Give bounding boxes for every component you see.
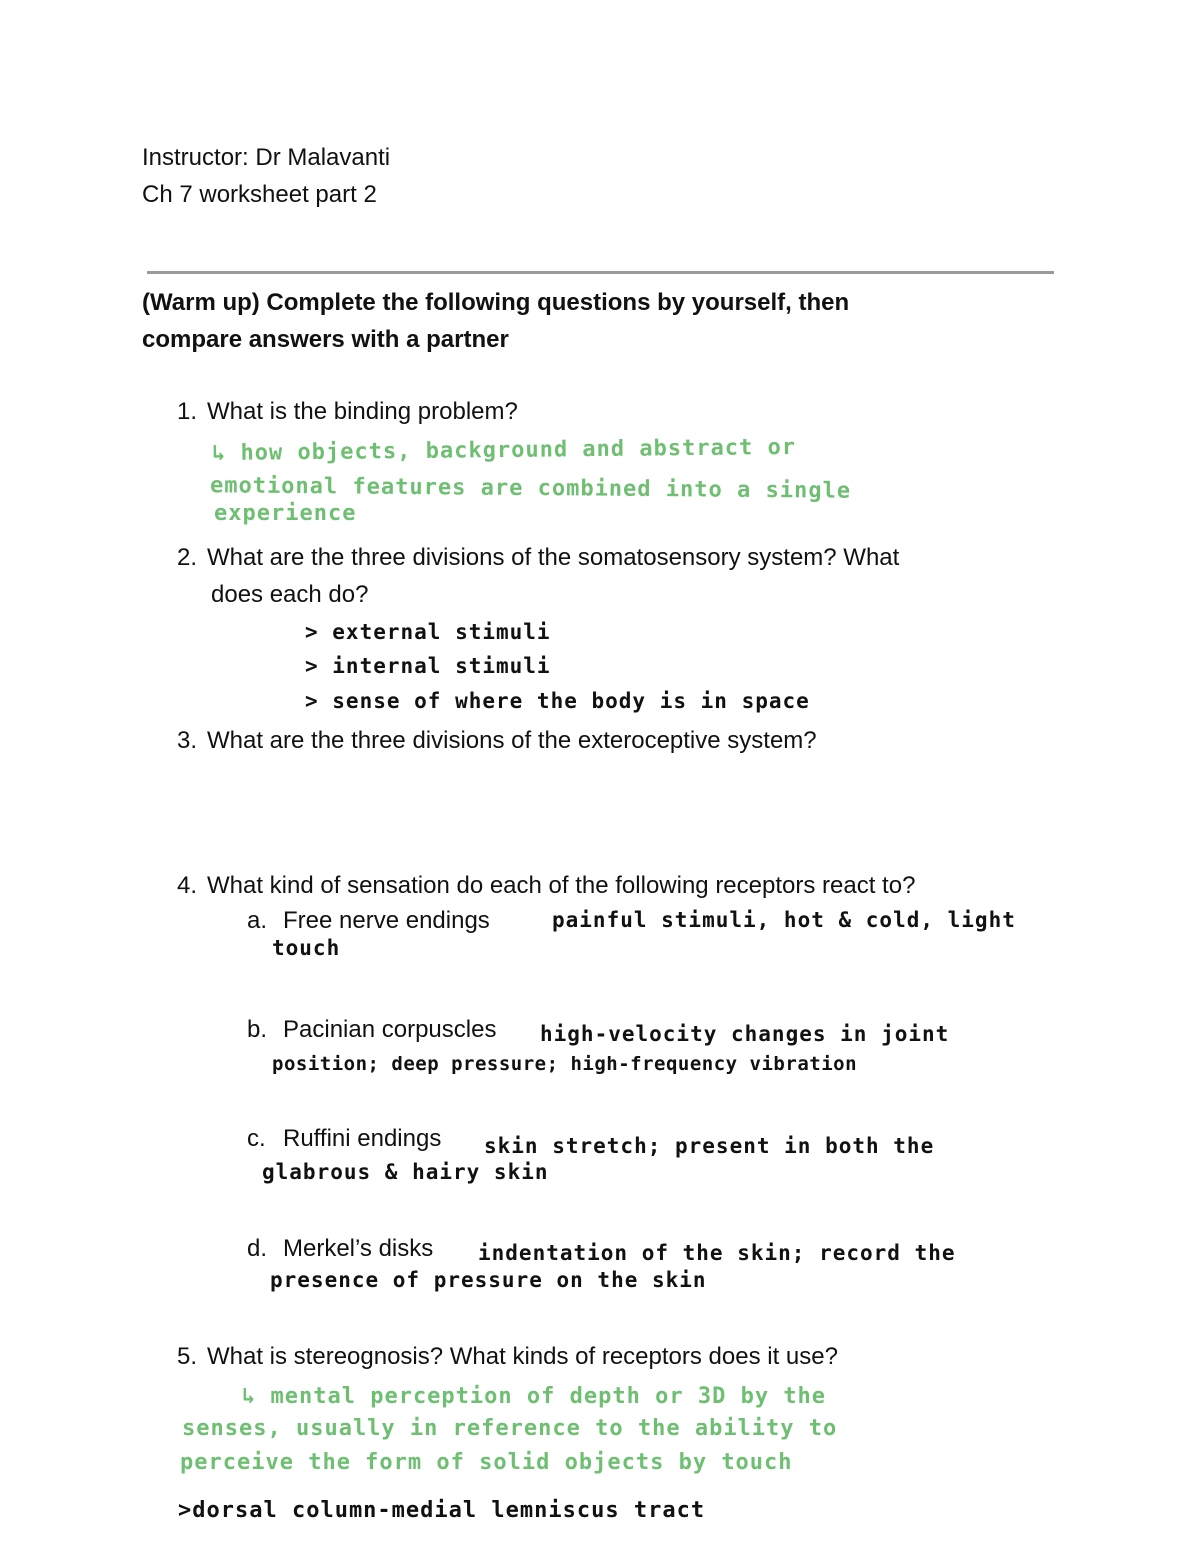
answer-5-tract: >dorsal column-medial lemniscus tract [178, 1498, 706, 1523]
answer-5-line-2: senses, usually in reference to the ability to [182, 1416, 838, 1441]
question-4c [247, 1127, 441, 1151]
question-text: What is the binding problem? [207, 398, 518, 425]
answer-4d-line-1: indentation of the skin; record the [478, 1241, 956, 1265]
question-text: What is stereognosis? What kinds of receptors does it use? [207, 1343, 838, 1370]
answer-4c-line-1: skin stretch; present in both the [484, 1134, 935, 1158]
answer-4b-line-1: high-velocity changes in joint [540, 1022, 950, 1046]
question-number: 5. [177, 1343, 198, 1370]
question-text: What kind of sensation do each of the following receptors react to? [207, 872, 916, 899]
answer-4b-line-2: position; deep pressure; high-frequency vibration [272, 1053, 858, 1075]
question-3 [177, 729, 817, 753]
answer-4c-line-2: glabrous & hairy skin [262, 1160, 549, 1184]
worksheet-title: Ch 7 worksheet part 2 [142, 181, 377, 208]
question-2-line-2: does each do? [211, 581, 369, 608]
question-number: 3. [177, 727, 198, 754]
question-text: What are the three divisions of the somatosensory system? What [207, 544, 900, 571]
item-label: Ruffini endings [283, 1125, 442, 1152]
item-label: Merkel’s disks [283, 1235, 434, 1262]
answer-2-line-1: > external stimuli [305, 620, 551, 644]
answer-5-line-3: perceive the form of solid objects by touch [180, 1450, 793, 1475]
item-letter: a. [247, 907, 268, 934]
item-letter: b. [247, 1016, 268, 1043]
horizontal-divider [147, 271, 1054, 274]
item-label: Pacinian corpuscles [283, 1016, 497, 1043]
answer-1-line-3: experience [214, 501, 357, 526]
answer-4d-line-2: presence of pressure on the skin [270, 1268, 707, 1292]
answer-1-line-1: ↳ how objects, background and abstract or [211, 434, 797, 467]
question-2 [177, 546, 899, 570]
instructor-line: Instructor: Dr Malavanti [142, 144, 391, 171]
question-4 [177, 874, 915, 898]
question-5 [177, 1345, 838, 1369]
section-title-line-2: compare answers with a partner [142, 326, 509, 353]
question-text: What are the three divisions of the exteroceptive system? [207, 727, 817, 754]
question-number: 4. [177, 872, 198, 899]
answer-4a-line-2: touch [272, 936, 341, 960]
question-number: 2. [177, 544, 198, 571]
question-4b [247, 1018, 496, 1042]
answer-4a-line-1: painful stimuli, hot & cold, light [552, 908, 1016, 932]
section-title-line-1: (Warm up) Complete the following questions by yourself, then [142, 289, 850, 316]
answer-2-line-2: > internal stimuli [305, 654, 551, 678]
item-letter: d. [247, 1235, 268, 1262]
answer-5-line-1: ↳ mental perception of depth or 3D by the [242, 1384, 827, 1409]
item-label: Free nerve endings [283, 907, 490, 934]
question-4d [247, 1237, 433, 1261]
question-1 [177, 400, 518, 424]
question-number: 1. [177, 398, 198, 425]
answer-2-line-3: > sense of where the body is in space [305, 689, 810, 713]
item-letter: c. [247, 1125, 266, 1152]
answer-1-line-2: emotional features are combined into a single [209, 473, 852, 504]
question-4a [247, 909, 490, 933]
